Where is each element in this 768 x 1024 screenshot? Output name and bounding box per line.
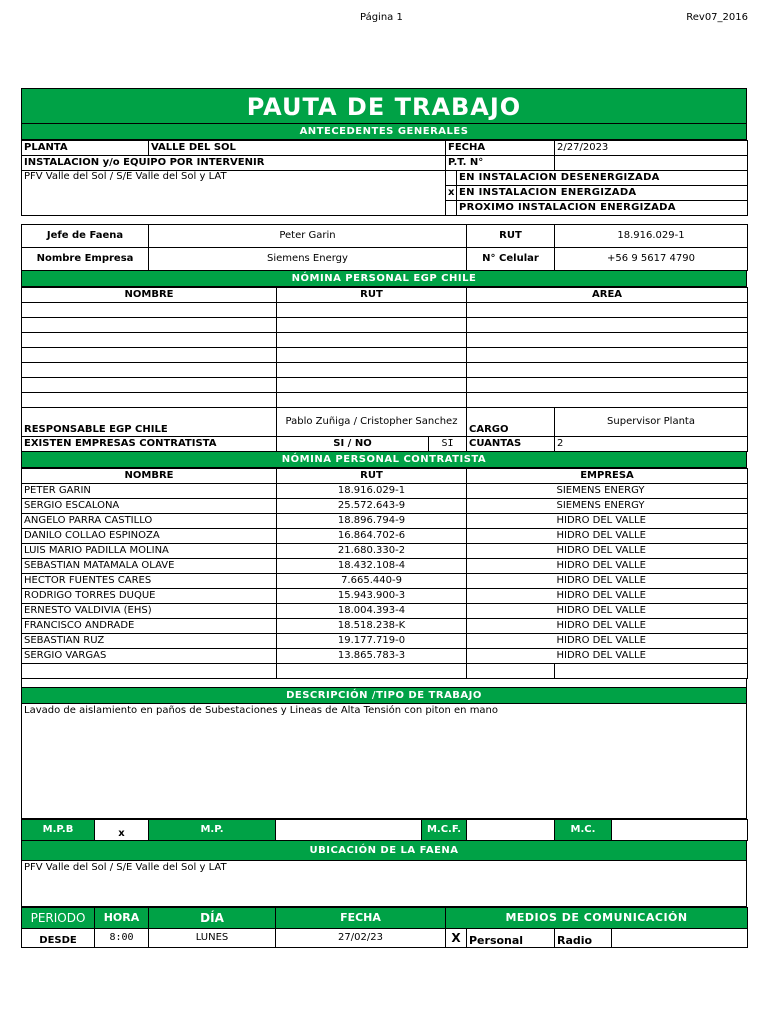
periodo-col: PERIODO (22, 908, 95, 929)
contratista-empresa[interactable]: HIDRO DEL VALLE (555, 634, 748, 649)
dia-col: DÍA (149, 908, 276, 929)
contratista-rut[interactable]: 18.916.029-1 (277, 484, 467, 499)
contratista-label: EXISTEN EMPRESAS CONTRATISTA (22, 437, 277, 452)
estado-proximo: PROXIMO INSTALACION ENERGIZADA (457, 201, 748, 216)
empresa-value[interactable]: Siemens Energy (149, 248, 467, 271)
contratista-empresa[interactable]: HIDRO DEL VALLE (555, 574, 748, 589)
contratista-nombre[interactable]: FRANCISCO ANDRADE (22, 619, 277, 634)
contratista-empresa-spacer (467, 634, 555, 649)
fecha-label: FECHA (446, 141, 555, 156)
medio-personal: Personal (467, 929, 555, 948)
fecha-periodo-value[interactable]: 27/02/23 (276, 929, 446, 948)
contratista-empresa[interactable]: HIDRO DEL VALLE (555, 619, 748, 634)
table-row (22, 318, 748, 333)
contratista-rut[interactable]: 21.680.330-2 (277, 544, 467, 559)
contratista-empresa[interactable]: HIDRO DEL VALLE (555, 529, 748, 544)
contratista-empresa[interactable]: HIDRO DEL VALLE (555, 559, 748, 574)
mc-label: M.C. (555, 820, 612, 841)
egp-col-area: AREA (467, 288, 748, 303)
contratista-empresa-spacer (467, 604, 555, 619)
jefe-table (21, 224, 748, 271)
table-row (22, 529, 748, 544)
estado-mark-1[interactable] (446, 171, 457, 186)
contratista-empresa-spacer (467, 499, 555, 514)
celular-label: N° Celular (467, 248, 555, 271)
table-row (22, 514, 748, 529)
contratista-empresa-spacer (467, 574, 555, 589)
contratista-rut[interactable]: 19.177.719-0 (277, 634, 467, 649)
contratista-rut[interactable]: 18.518.238-K (277, 619, 467, 634)
table-row (22, 378, 748, 393)
estado-mark-2[interactable]: x (446, 186, 457, 201)
responsable-value[interactable]: Pablo Zuñiga / Cristopher Sanchez (277, 408, 467, 437)
estado-desenergizada: EN INSTALACION DESENERGIZADA (457, 171, 748, 186)
ubicacion-heading: UBICACIÓN DE LA FAENA (21, 841, 747, 861)
mantenimiento-table (21, 819, 748, 841)
contratista-rut[interactable]: 18.004.393-4 (277, 604, 467, 619)
contratista-empresa-spacer (467, 544, 555, 559)
hora-col: HORA (95, 908, 149, 929)
egp-table (21, 287, 748, 452)
contratista-empresa-spacer (467, 619, 555, 634)
contratista-nombre[interactable]: ERNESTO VALDIVIA (EHS) (22, 604, 277, 619)
cargo-label: CARGO (467, 408, 555, 437)
work-order-form (21, 88, 747, 948)
fecha-value[interactable]: 2/27/2023 (555, 141, 748, 156)
contratista-heading: NÓMINA PERSONAL CONTRATISTA (21, 452, 747, 468)
cuantas-value[interactable]: 2 (555, 437, 748, 452)
contratista-empresa[interactable]: HIDRO DEL VALLE (555, 514, 748, 529)
table-row (22, 499, 748, 514)
celular-value[interactable]: +56 9 5617 4790 (555, 248, 748, 271)
table-row (22, 363, 748, 378)
table-row (22, 559, 748, 574)
contratista-rut[interactable]: 15.943.900-3 (277, 589, 467, 604)
mp-label: M.P. (149, 820, 276, 841)
table-row (22, 634, 748, 649)
medio-mark[interactable]: X (446, 929, 467, 948)
mpb-value[interactable]: x (95, 820, 149, 841)
contratista-empresa[interactable]: HIDRO DEL VALLE (555, 589, 748, 604)
estado-energizada: EN INSTALACION ENERGIZADA (457, 186, 748, 201)
jefe-value[interactable]: Peter Garin (149, 225, 467, 248)
table-row (22, 574, 748, 589)
contratista-nombre[interactable]: DANILO COLLAO ESPINOZA (22, 529, 277, 544)
empresa-label: Nombre Empresa (22, 248, 149, 271)
mpb-label: M.P.B (22, 820, 95, 841)
fecha-col: FECHA (276, 908, 446, 929)
contratista-empresa-spacer (467, 649, 555, 664)
periodo-table (21, 907, 748, 948)
contratista-empresa[interactable]: SIEMENS ENERGY (555, 484, 748, 499)
contratista-nombre[interactable]: SEBASTIAN RUZ (22, 634, 277, 649)
hora-value[interactable]: 8:00 (95, 929, 149, 948)
egp-heading: NÓMINA PERSONAL EGP CHILE (21, 271, 747, 287)
planta-value[interactable]: VALLE DEL SOL (149, 141, 446, 156)
responsable-label: RESPONSABLE EGP CHILE (22, 408, 277, 437)
egp-col-rut: RUT (277, 288, 467, 303)
medios-col: MEDIOS DE COMUNICACIÓN (446, 908, 748, 929)
contratista-rut[interactable]: 18.896.794-9 (277, 514, 467, 529)
contratista-nombre[interactable]: SERGIO ESCALONA (22, 499, 277, 514)
contratista-nombre[interactable]: LUIS MARIO PADILLA MOLINA (22, 544, 277, 559)
desde-label: DESDE (22, 929, 95, 948)
sino-label: SI / NO (277, 437, 429, 452)
contratista-empresa[interactable]: HIDRO DEL VALLE (555, 544, 748, 559)
contratista-empresa[interactable]: HIDRO DEL VALLE (555, 649, 748, 664)
page-number: Página 1 (360, 12, 403, 23)
contratista-empresa-spacer (467, 514, 555, 529)
table-row (22, 484, 748, 499)
contratista-rut[interactable]: 13.865.783-3 (277, 649, 467, 664)
table-row (22, 303, 748, 318)
mc-value[interactable] (612, 820, 748, 841)
table-row (22, 589, 748, 604)
cuantas-label: CUANTAS (467, 437, 555, 452)
contratista-table (21, 468, 748, 679)
contratista-nombre[interactable]: SEBASTIAN MATAMALA OLAVE (22, 559, 277, 574)
contratista-col-rut: RUT (277, 469, 467, 484)
table-row (22, 649, 748, 664)
descripcion-heading: DESCRIPCIÓN /TIPO DE TRABAJO (21, 687, 747, 704)
sino-value[interactable]: SI (429, 437, 467, 452)
contratista-nombre[interactable]: HECTOR FUENTES CARES (22, 574, 277, 589)
antecedentes-table (21, 140, 748, 216)
contratista-rows (22, 484, 748, 664)
contratista-empresa-spacer (467, 589, 555, 604)
instalacion-value[interactable]: PFV Valle del Sol / S/E Valle del Sol y LAT (22, 171, 446, 216)
estado-mark-3[interactable] (446, 201, 457, 216)
contratista-nombre[interactable]: SERGIO VARGAS (22, 649, 277, 664)
table-row (22, 664, 748, 679)
contratista-col-nombre: NOMBRE (22, 469, 277, 484)
table-row (22, 604, 748, 619)
contratista-empresa-spacer (467, 559, 555, 574)
mp-value[interactable] (276, 820, 422, 841)
contratista-rut[interactable]: 18.432.108-4 (277, 559, 467, 574)
contratista-empresa-spacer (467, 484, 555, 499)
ubicacion-text[interactable]: PFV Valle del Sol / S/E Valle del Sol y LAT (21, 861, 747, 907)
revision-label: Rev07_2016 (686, 12, 748, 23)
jefe-label: Jefe de Faena (22, 225, 149, 248)
medio-radio: Radio (555, 929, 612, 948)
table-row (22, 619, 748, 634)
table-row (22, 348, 748, 363)
instalacion-label: INSTALACION y/o EQUIPO POR INTERVENIR (22, 156, 446, 171)
table-row (22, 393, 748, 408)
contratista-nombre[interactable]: PETER GARIN (22, 484, 277, 499)
cargo-value[interactable]: Supervisor Planta (555, 408, 748, 437)
mcf-label: M.C.F. (422, 820, 467, 841)
rut-label: RUT (467, 225, 555, 248)
egp-col-nombre: NOMBRE (22, 288, 277, 303)
descripcion-text[interactable]: Lavado de aislamiento en paños de Subestaciones y Lineas de Alta Tensión con piton en mano (21, 704, 747, 819)
contratista-rut[interactable]: 7.665.440-9 (277, 574, 467, 589)
pt-value[interactable] (555, 156, 748, 171)
contratista-nombre[interactable]: RODRIGO TORRES DUQUE (22, 589, 277, 604)
form-title: PAUTA DE TRABAJO (21, 88, 747, 124)
contratista-rut[interactable]: 25.572.643-9 (277, 499, 467, 514)
dia-value[interactable]: LUNES (149, 929, 276, 948)
table-row (22, 544, 748, 559)
contratista-nombre[interactable]: ANGELO PARRA CASTILLO (22, 514, 277, 529)
mcf-value[interactable] (467, 820, 555, 841)
contratista-col-empresa: EMPRESA (467, 469, 748, 484)
planta-label: PLANTA (22, 141, 149, 156)
contratista-rut[interactable]: 16.864.702-6 (277, 529, 467, 544)
table-row (22, 333, 748, 348)
pt-label: P.T. N° (446, 156, 555, 171)
rut-value[interactable]: 18.916.029-1 (555, 225, 748, 248)
contratista-empresa[interactable]: HIDRO DEL VALLE (555, 604, 748, 619)
contratista-empresa-spacer (467, 529, 555, 544)
contratista-empresa[interactable]: SIEMENS ENERGY (555, 499, 748, 514)
antecedentes-heading: ANTECEDENTES GENERALES (21, 124, 747, 140)
